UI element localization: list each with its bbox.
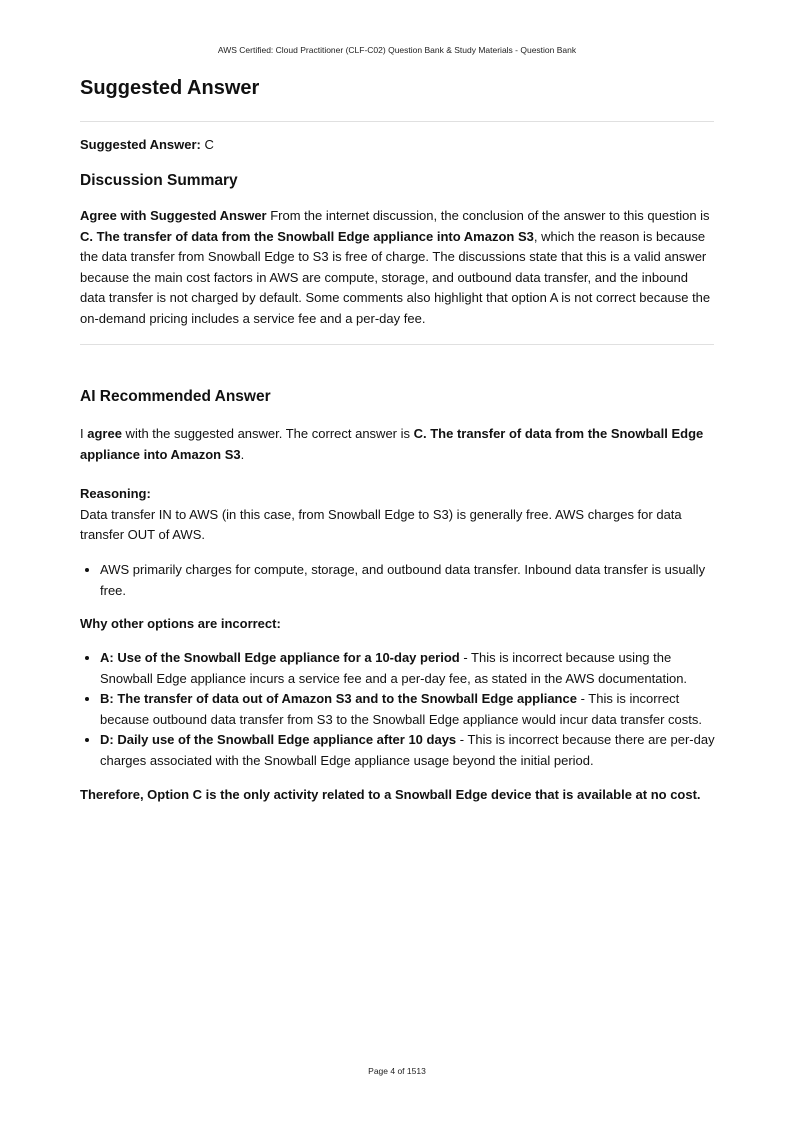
option-title: A: Use of the Snowball Edge appliance for a 10-day period <box>100 650 460 665</box>
conclusion: Therefore, Option C is the only activity related to a Snowball Edge device that is available at no cost. <box>80 787 701 802</box>
ai-paragraph <box>80 424 716 465</box>
ai-agree: agree <box>87 426 122 441</box>
reasoning-label: Reasoning: <box>80 486 151 501</box>
reasoning-text: Data transfer IN to AWS (in this case, from Snowball Edge to S3) is generally free. AWS charges for data transfer OUT of AWS. <box>80 506 682 542</box>
list-item <box>100 689 716 730</box>
ai-text: . <box>240 446 245 462</box>
suggested-answer-value: C <box>204 137 214 152</box>
discussion-lead: Agree with Suggested Answer <box>80 208 267 223</box>
why-label: Why other options are incorrect: <box>80 616 281 631</box>
discussion-text: , which the reason is because the data transfer from Snowball Edge to S3 is free of charge. The discussions state that this is a valid answer because the main cost factors in AWS are compute, storage, and outbound data transfer, and the inbound data transfer is not charged by default. Some comments also highlight that option A is not correct because the on-demand pricing includes a service fee and a per-day fee. <box>80 228 711 326</box>
page-footer: Page 4 of 1513 <box>368 1066 426 1076</box>
list-item: • AWS primarily charges for compute, storage, and outbound data transfer. Inbound data transfer is usually free. <box>100 560 716 601</box>
option-text: - This is incorrect because outbound data transfer from S3 to the Snowball Edge appliance would incur data transfer costs. <box>100 691 702 727</box>
ai-text: I <box>80 426 88 441</box>
discussion-text: From the internet discussion, the conclusion of the answer to this question is <box>266 208 710 223</box>
suggested-answer <box>80 135 716 156</box>
discussion-answer: C. The transfer of data from the Snowball Edge appliance into Amazon S3 <box>80 228 534 244</box>
list-item <box>100 648 716 689</box>
page-header: AWS Certified: Cloud Practitioner (CLF-C02) Question Bank & Study Materials - Question Bank <box>217 45 577 55</box>
reasoning-list <box>80 560 716 601</box>
option-text: - This is incorrect because using the Snowball Edge appliance incurs a service fee and a per-day fee, as stated in the AWS documentation. <box>100 650 688 686</box>
option-title: D: Daily use of the Snowball Edge appliance after 10 days <box>100 732 457 747</box>
option-text: - This is incorrect because there are per-day charges associated with the Snowball Edge appliance usage beyond the initial period. <box>100 732 715 768</box>
page-title: Suggested Answer <box>80 77 260 99</box>
ai-heading: AI Recommended Answer <box>80 388 271 405</box>
divider <box>80 344 714 345</box>
discussion-paragraph <box>80 206 716 329</box>
divider <box>80 121 714 122</box>
option-title: B: The transfer of data out of Amazon S3 and to the Snowball Edge appliance <box>100 691 577 706</box>
discussion-heading: Discussion Summary <box>80 172 238 189</box>
ai-text: with the suggested answer. The correct answer is <box>121 426 414 441</box>
ai-answer: C. The transfer of data from the Snowball Edge appliance into Amazon S3 <box>80 426 704 462</box>
reasoning <box>80 484 716 546</box>
list-item <box>100 730 716 771</box>
suggested-answer-label: Suggested Answer: <box>80 137 201 152</box>
options-list <box>80 648 716 771</box>
